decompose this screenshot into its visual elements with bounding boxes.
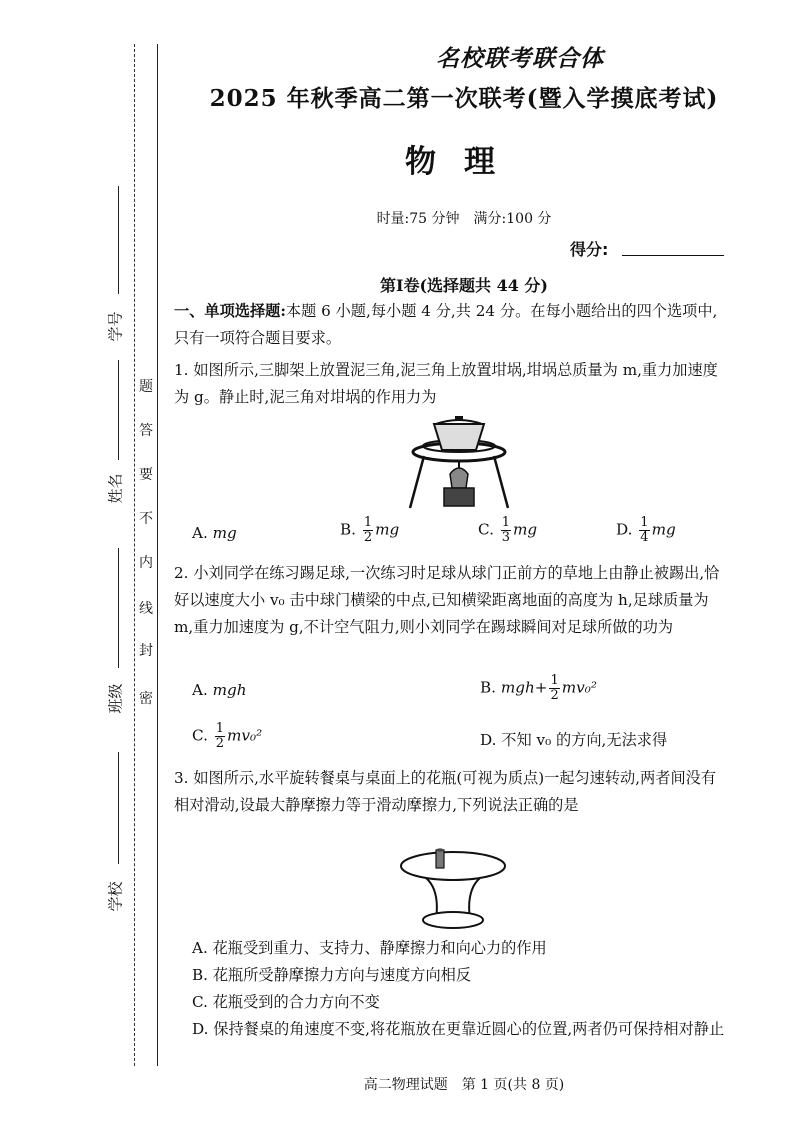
denominator: 2 [215, 736, 225, 751]
question-2-option-d[interactable] [480, 729, 667, 750]
question-1-option-c[interactable] [478, 516, 537, 545]
question-2-option-c[interactable] [192, 722, 262, 751]
denominator: 2 [363, 530, 373, 545]
denominator: 2 [550, 688, 559, 703]
denominator: 4 [640, 530, 649, 545]
seal-char: 答 [139, 423, 153, 439]
fraction [363, 516, 373, 545]
seal-char: 要 [139, 467, 153, 483]
section-heading [174, 298, 726, 352]
subject-title: 物理 [405, 144, 523, 180]
question-3-text: 3. 如图所示,水平旋转餐桌与桌面上的花瓶(可视为质点)一起匀速转动,两者间没有相对滑动,设最大静摩擦力等于滑动摩擦力,下列说法正确的是 [174, 769, 717, 814]
seal-char: 封 [139, 643, 153, 659]
seal-solid-line [157, 44, 158, 1066]
seal-char: 不 [139, 511, 153, 527]
option-label: A. [192, 524, 208, 542]
option-text: mgh+ [500, 678, 548, 697]
fraction [501, 516, 511, 545]
numerator: 1 [550, 673, 559, 688]
rotating-table-figure [398, 842, 508, 932]
question-3-option-d[interactable]: D. 保持餐桌的角速度不变,将花瓶放在更靠近圆心的位置,两者仍可保持相对静止 [192, 1020, 725, 1038]
name-label: 姓名 [106, 473, 125, 504]
class-label: 班级 [106, 683, 125, 714]
question-2-option-b[interactable] [480, 674, 597, 703]
page-footer: 高二物理试题 第 1 页(共 8 页) [363, 1077, 565, 1093]
option-label: D. [616, 520, 633, 539]
question-1-option-d[interactable] [616, 516, 676, 545]
option-text: mg [375, 520, 400, 539]
denominator: 3 [501, 530, 511, 545]
score-field[interactable] [622, 255, 724, 256]
numerator: 1 [363, 515, 373, 530]
exam-info: 时量:75 分钟 满分:100 分 [376, 211, 552, 227]
exam-title: 2025 年秋季高二第一次联考(暨入学摸底考试) [209, 85, 719, 112]
question-2-option-a[interactable] [192, 681, 247, 699]
option-text: 不知 v₀ 的方向,无法求得 [501, 731, 668, 749]
class-field[interactable] [118, 548, 119, 668]
option-label: C. [192, 726, 208, 745]
fraction [639, 516, 649, 545]
seal-char: 题 [139, 379, 153, 395]
fraction [215, 722, 225, 751]
option-text: mg [651, 520, 676, 539]
section-title: 一、单项选择题: [174, 302, 286, 320]
seal-char: 线 [139, 601, 153, 617]
question-1-option-a[interactable] [192, 524, 237, 542]
option-text: mv₀² [561, 678, 597, 697]
question-3-option-b[interactable]: B. 花瓶所受静摩擦力方向与速度方向相反 [192, 966, 472, 984]
tripod-crucible-figure [404, 414, 514, 510]
volume-heading: 第Ⅰ卷(选择题共 44 分) [379, 276, 549, 295]
option-label: B. [480, 678, 496, 697]
seal-char: 密 [139, 691, 153, 707]
option-text: mg [212, 524, 237, 542]
student-id-label: 学号 [106, 311, 125, 342]
numerator: 1 [215, 721, 225, 736]
question-3-option-a[interactable]: A. 花瓶受到重力、支持力、静摩擦力和向心力的作用 [192, 939, 547, 957]
numerator: 1 [501, 515, 511, 530]
score-label: 得分: [570, 240, 609, 259]
name-field[interactable] [118, 360, 119, 460]
option-text: mg [513, 520, 538, 539]
section-instruction: 本题 6 小题,每小题 4 分,共 24 分。在每小题给出的四个选项中,只有一项符合题目要求。 [174, 302, 718, 347]
option-label: A. [192, 681, 208, 699]
seal-dashed-line [134, 44, 135, 1066]
question-1-text: 1. 如图所示,三脚架上放置泥三角,泥三角上放置坩埚,坩埚总质量为 m,重力加速度为 g。静止时,泥三角对坩埚的作用力为 [174, 361, 718, 406]
option-label: C. [478, 520, 494, 539]
option-label: B. [340, 520, 356, 539]
student-id-field[interactable] [118, 186, 119, 294]
question-2-text: 2. 小刘同学在练习踢足球,一次练习时足球从球门正前方的草地上由静止被踢出,恰好以速度大小 v₀ 击中球门横梁的中点,已知横梁距离地面的高度为 h,足球质量为 m,重力加速度为 g,不计空气阻力,则小刘同学在踢球瞬间对足球所做的功为 [174, 564, 720, 636]
school-field[interactable] [118, 752, 119, 864]
option-text: mv₀² [227, 726, 263, 745]
question-3-option-c[interactable]: C. 花瓶受到的合力方向不变 [192, 993, 380, 1011]
option-text: mgh [212, 681, 247, 699]
question-1-option-b[interactable] [340, 516, 399, 545]
numerator: 1 [640, 515, 649, 530]
fraction [549, 674, 559, 703]
school-label: 学校 [106, 881, 125, 912]
league-name: 名校联考联合体 [436, 45, 604, 72]
option-label: D. [480, 731, 497, 749]
seal-char: 内 [139, 555, 153, 571]
